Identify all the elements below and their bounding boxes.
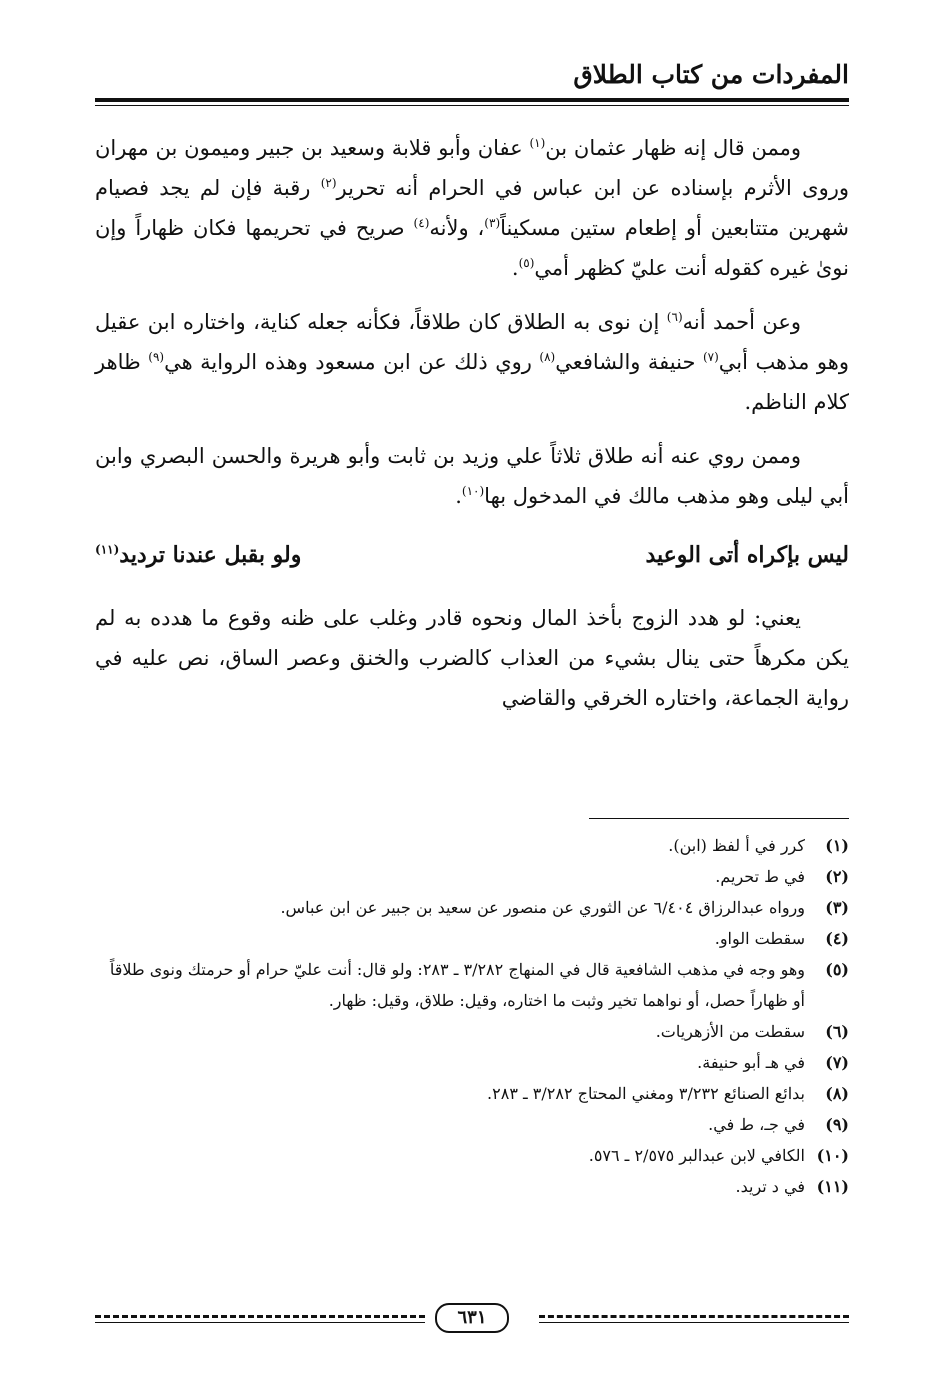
footnote-number: (١٠)	[816, 1146, 849, 1165]
page-footer	[95, 1303, 849, 1329]
footnote	[95, 1078, 849, 1109]
paragraph-text: رقبة فإن لم يجد فصيام شهرين متتابعين أو إطعام ستين مسكيناً	[95, 176, 849, 240]
footnote-marker[interactable]: (٣)	[484, 216, 501, 230]
footnote	[95, 1109, 849, 1140]
paragraph-text: صريح في تحريمها فكان ظهاراً وإن نوىٰ غيره كقوله أنت عليّ كظهر أمي	[95, 216, 849, 280]
footnote-text: سقطت الواو.	[714, 929, 805, 948]
poem-verse	[95, 542, 849, 568]
paragraph-text: وممن روي عنه أنه طلاق ثلاثاً علي وزيد بن ثابت وأبو هريرة والحسن البصري وابن أبي ليلى وهو مذهب مالك في المدخول بها	[95, 444, 849, 508]
header-title: المفردات من كتاب الطلاق	[573, 60, 849, 89]
verse-second-hemistich-text: ولو بقبل عندنا ترديد	[119, 542, 302, 568]
footnote-text: بدائع الصنائع ٣/٢٣٢ ومغني المحتاج ٣/٢٨٢ ـ ٢٨٣.	[487, 1084, 805, 1103]
footnote-number: (١١)	[816, 1177, 849, 1196]
footnote-number: (١)	[825, 836, 849, 855]
paragraph	[95, 302, 849, 422]
header-rule-thick	[95, 98, 849, 102]
footnote-number: (٣)	[825, 898, 849, 917]
paragraph	[95, 436, 849, 516]
footnote	[95, 923, 849, 954]
footnote-number: (٨)	[825, 1084, 849, 1103]
footnote-marker[interactable]: (٥)	[518, 256, 535, 270]
main-text	[95, 128, 849, 732]
paragraph-text: عفان وأبو قلابة وسعيد بن جبير وميمون بن مهران وروى الأثرم بإسناده عن ابن عباس في الحرام أنه تحرير	[95, 136, 850, 200]
footnote	[95, 1016, 849, 1047]
footnote-text: في ط تحريم.	[715, 867, 805, 886]
footnote-marker[interactable]: (٢)	[320, 176, 337, 190]
footnote-number: (٦)	[825, 1022, 849, 1041]
footnote-number: (٩)	[825, 1115, 849, 1134]
footer-dashed-line-right	[539, 1315, 849, 1318]
paragraph-after-verse: يعني: لو هدد الزوج بأخذ المال ونحوه قادر وغلب على ظنه وقوع ما هدده به لم يكن مكرهاً حتى ينال بشيء من العذاب كالضرب والخنق وعصر الساق، نص عليه في رواية الجماعة، واختاره الخرقي والقاضي	[95, 606, 849, 710]
header-rule-thin	[95, 105, 849, 106]
footnote-text: في د تريد.	[735, 1177, 805, 1196]
footnote	[95, 892, 849, 923]
footnote	[95, 1047, 849, 1078]
footnote-separator	[589, 818, 849, 819]
footnote-number: (٢)	[825, 867, 849, 886]
footnote	[95, 954, 849, 1016]
footnote	[95, 861, 849, 892]
paragraph	[95, 128, 849, 288]
running-header	[95, 60, 849, 96]
paragraph-text: ، ولأنه	[429, 216, 485, 240]
footnote-marker[interactable]: (٧)	[702, 350, 719, 364]
paragraph-text: وعن أحمد أنه	[682, 310, 801, 334]
book-page	[95, 0, 849, 1388]
footnote-marker[interactable]: (١)	[529, 136, 546, 150]
paragraph-text: .	[455, 484, 462, 508]
footnote-marker[interactable]: (٨)	[539, 350, 556, 364]
verse-note-marker: (١١)	[95, 542, 120, 557]
verse-second-hemistich	[95, 542, 301, 568]
footnote-marker[interactable]: (٩)	[148, 350, 165, 364]
footnote-marker[interactable]: (٤)	[413, 216, 430, 230]
footnote-text: الكافي لابن عبدالبر ٢/٥٧٥ ـ ٥٧٦.	[588, 1146, 805, 1165]
footnote-marker[interactable]: (٦)	[666, 310, 683, 324]
paragraph-text: روي ذلك عن ابن مسعود وهذه الرواية هي	[164, 350, 540, 374]
footnote	[95, 1140, 849, 1171]
footer-dashed-line-left	[95, 1315, 425, 1318]
paragraph-text: .	[511, 256, 519, 280]
paragraph-text: حنيفة والشافعي	[555, 350, 703, 374]
footnote	[95, 830, 849, 861]
paragraph-text: وممن قال إنه ظهار عثمان بن	[545, 136, 801, 160]
footnote-number: (٤)	[825, 929, 849, 948]
footnote-text: كرر في أ لفظ (ابن).	[668, 836, 805, 855]
footnote-text: ورواه عبدالرزاق ٦/٤٠٤ عن الثوري عن منصور عن سعيد بن جبير عن ابن عباس.	[280, 898, 805, 917]
footnote-text: في هـ أبو حنيفة.	[697, 1053, 805, 1072]
paragraph-text: إن نوى به الطلاق كان طلاقاً، فكأنه جعله كناية، واختاره ابن عقيل وهو مذهب أبي	[95, 310, 849, 374]
footnote-marker[interactable]: (١٠)	[461, 484, 485, 498]
page-number: ٦٣١	[435, 1303, 509, 1333]
footnote-text: وهو وجه في مذهب الشافعية قال في المنهاج ٣/٢٨٢ ـ ٢٨٣: ولو قال: أنت عليّ حرام أو حرمتك ونوى طلاقاً أو ظهاراً حصل، أو نواهما تخير وثبت ما اختاره، وقيل: طلاق، وقيل: ظهار.	[109, 960, 805, 1010]
footnote-text: في جـ، ط في.	[708, 1115, 805, 1134]
footnotes	[95, 830, 849, 1202]
footnote-text: سقطت من الأزهريات.	[655, 1022, 805, 1041]
paragraph-text: ظاهر كلام الناظم.	[95, 350, 849, 414]
footer-line-left	[95, 1322, 425, 1323]
footnote-number: (٧)	[825, 1053, 849, 1072]
footnote-number: (٥)	[825, 960, 849, 979]
footnote	[95, 1171, 849, 1202]
footer-line-right	[539, 1322, 849, 1323]
verse-first-hemistich: ليس بإكراه أتى الوعيد	[645, 542, 849, 568]
